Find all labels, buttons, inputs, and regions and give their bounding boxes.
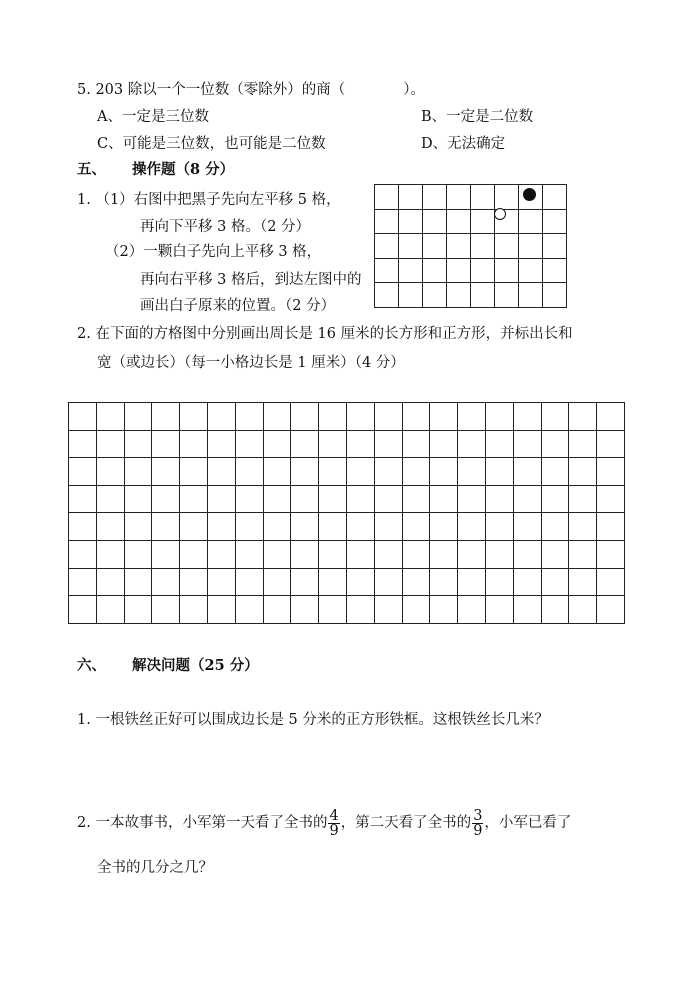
grid-cell: [513, 513, 541, 541]
fraction-four-ninths: [328, 809, 339, 838]
grid-cell: [152, 485, 180, 513]
grid-cell: [513, 458, 541, 486]
grid-cell: [180, 458, 208, 486]
grid-cell: [96, 458, 124, 486]
grid-cell: [485, 458, 513, 486]
grid-cell: [447, 209, 471, 234]
grid-cell: [291, 540, 319, 568]
grid-cell: [543, 234, 567, 259]
grid-cell: [180, 568, 208, 596]
q5-option-b: B、一定是二位数: [421, 109, 534, 125]
grid-cell: [319, 596, 347, 624]
grid-cell: [291, 458, 319, 486]
grid-cell: [399, 258, 423, 283]
grid-cell: [207, 540, 235, 568]
grid-cell: [374, 540, 402, 568]
grid-cell: [207, 485, 235, 513]
grid-row: [69, 403, 625, 431]
grid-cell: [152, 430, 180, 458]
grid-cell: [430, 596, 458, 624]
fraction2-denominator: 9: [473, 822, 483, 839]
grid-cell: [235, 403, 263, 431]
grid-cell: [346, 485, 374, 513]
small-grid: [374, 184, 567, 308]
grid-cell: [430, 403, 458, 431]
grid-cell: [207, 568, 235, 596]
grid-cell: [124, 540, 152, 568]
grid-cell: [180, 596, 208, 624]
grid-cell: [291, 485, 319, 513]
grid-cell: [263, 540, 291, 568]
q5-option-c: C、可能是三位数，也可能是二位数: [97, 136, 326, 152]
grid-cell: [346, 513, 374, 541]
grid-row: [69, 596, 625, 624]
s5-q1-line5: 画出白子原来的位置。（2 分）: [140, 298, 336, 314]
grid-cell: [263, 596, 291, 624]
grid-cell: [319, 513, 347, 541]
grid-cell: [207, 513, 235, 541]
grid-cell: [597, 540, 625, 568]
grid-cell: [485, 540, 513, 568]
grid-cell: [519, 209, 543, 234]
grid-cell: [541, 596, 569, 624]
grid-cell: [471, 209, 495, 234]
s5-q2-line1: 2. 在下面的方格图中分别画出周长是 16 厘米的长方形和正方形，并标出长和: [77, 326, 573, 342]
grid-cell: [291, 568, 319, 596]
grid-cell: [597, 430, 625, 458]
grid-cell: [124, 458, 152, 486]
q5-stem: 5. 203 除以一个一位数（零除外）的商（ ）。: [77, 82, 425, 98]
section5-title: 操作题（8 分）: [132, 161, 235, 178]
fraction1-denominator: 9: [329, 822, 339, 839]
grid-cell: [430, 540, 458, 568]
grid-cell: [430, 513, 458, 541]
grid-cell: [152, 568, 180, 596]
grid-cell: [423, 234, 447, 259]
grid-cell: [96, 596, 124, 624]
grid-cell: [569, 596, 597, 624]
grid-cell: [96, 403, 124, 431]
fraction-three-ninths: [472, 809, 483, 838]
grid-cell: [513, 485, 541, 513]
grid-row: [375, 258, 567, 283]
grid-cell: [402, 568, 430, 596]
grid-cell: [375, 258, 399, 283]
grid-cell: [96, 430, 124, 458]
q5-option-a: A、一定是三位数: [97, 109, 209, 125]
grid-cell: [235, 430, 263, 458]
grid-cell: [235, 485, 263, 513]
grid-cell: [402, 513, 430, 541]
fraction2-numerator: 3: [473, 807, 483, 824]
grid-cell: [485, 485, 513, 513]
grid-cell: [346, 403, 374, 431]
grid-cell: [495, 209, 519, 234]
grid-cell: [152, 513, 180, 541]
grid-cell: [399, 209, 423, 234]
grid-cell: [541, 485, 569, 513]
grid-cell: [402, 430, 430, 458]
grid-cell: [69, 403, 97, 431]
grid-cell: [375, 234, 399, 259]
grid-cell: [495, 185, 519, 210]
grid-cell: [319, 568, 347, 596]
grid-cell: [447, 258, 471, 283]
grid-cell: [543, 209, 567, 234]
grid-cell: [471, 185, 495, 210]
grid-cell: [458, 485, 486, 513]
grid-cell: [399, 283, 423, 308]
grid-cell: [180, 485, 208, 513]
grid-cell: [597, 596, 625, 624]
grid-cell: [263, 485, 291, 513]
grid-cell: [124, 485, 152, 513]
grid-cell: [235, 596, 263, 624]
grid-cell: [124, 568, 152, 596]
grid-cell: [152, 540, 180, 568]
section6-title: 解决问题（25 分）: [132, 657, 259, 674]
grid-cell: [346, 568, 374, 596]
grid-cell: [124, 596, 152, 624]
grid-cell: [471, 234, 495, 259]
grid-cell: [495, 258, 519, 283]
grid-cell: [541, 513, 569, 541]
grid-cell: [374, 403, 402, 431]
grid-cell: [430, 430, 458, 458]
grid-row: [69, 568, 625, 596]
big-grid: [68, 402, 625, 624]
grid-cell: [346, 596, 374, 624]
grid-cell: [319, 403, 347, 431]
grid-cell: [152, 596, 180, 624]
grid-cell: [541, 403, 569, 431]
grid-cell: [402, 403, 430, 431]
grid-cell: [430, 485, 458, 513]
grid-cell: [495, 234, 519, 259]
grid-cell: [346, 430, 374, 458]
s5-q2-line2: 宽（或边长）（每一小格边长是 1 厘米）（4 分）: [97, 355, 405, 371]
grid-cell: [69, 596, 97, 624]
grid-cell: [69, 568, 97, 596]
grid-row: [69, 513, 625, 541]
grid-cell: [152, 403, 180, 431]
grid-cell: [207, 430, 235, 458]
grid-cell: [399, 234, 423, 259]
q5-option-d: D、无法确定: [421, 136, 506, 152]
grid-cell: [423, 185, 447, 210]
grid-cell: [291, 596, 319, 624]
grid-cell: [69, 458, 97, 486]
grid-cell: [458, 568, 486, 596]
grid-cell: [374, 568, 402, 596]
grid-cell: [96, 485, 124, 513]
grid-cell: [430, 458, 458, 486]
grid-cell: [96, 568, 124, 596]
grid-cell: [423, 258, 447, 283]
grid-cell: [543, 185, 567, 210]
grid-cell: [263, 430, 291, 458]
grid-cell: [346, 540, 374, 568]
section5-number: 五、: [77, 161, 106, 178]
grid-cell: [235, 540, 263, 568]
grid-cell: [374, 430, 402, 458]
grid-cell: [447, 234, 471, 259]
grid-cell: [374, 513, 402, 541]
grid-cell: [235, 458, 263, 486]
grid-cell: [69, 430, 97, 458]
grid-cell: [319, 540, 347, 568]
grid-cell: [69, 485, 97, 513]
grid-cell: [597, 485, 625, 513]
s5-q1-line4: 再向右平移 3 格后，到达左图中的: [140, 272, 362, 288]
grid-cell: [513, 596, 541, 624]
grid-cell: [543, 258, 567, 283]
grid-cell: [458, 458, 486, 486]
grid-cell: [513, 568, 541, 596]
grid-cell: [458, 403, 486, 431]
grid-cell: [485, 568, 513, 596]
s6-q2-part1: 2. 一本故事书，小军第一天看了全书的: [77, 815, 328, 831]
grid-cell: [458, 540, 486, 568]
grid-cell: [346, 458, 374, 486]
grid-cell: [485, 430, 513, 458]
grid-cell: [485, 596, 513, 624]
fraction1-numerator: 4: [329, 807, 339, 824]
grid-cell: [402, 540, 430, 568]
grid-cell: [471, 258, 495, 283]
grid-cell: [263, 568, 291, 596]
grid-cell: [471, 283, 495, 308]
grid-cell: [319, 430, 347, 458]
s6-q1: 1. 一根铁丝正好可以围成边长是 5 分米的正方形铁框。这根铁丝长几米？: [77, 712, 549, 728]
grid-cell: [513, 403, 541, 431]
grid-cell: [485, 513, 513, 541]
grid-cell: [541, 458, 569, 486]
s5-q1-line2: 再向下平移 3 格。（2 分）: [140, 219, 311, 235]
grid-cell: [569, 430, 597, 458]
grid-cell: [180, 430, 208, 458]
grid-cell: [235, 513, 263, 541]
grid-cell: [319, 458, 347, 486]
grid-row: [375, 185, 567, 210]
grid-cell: [569, 485, 597, 513]
grid-cell: [402, 596, 430, 624]
grid-cell: [447, 185, 471, 210]
grid-cell: [180, 540, 208, 568]
s5-q1-line3: （2）一颗白子先向上平移 3 格，: [105, 244, 322, 260]
grid-row: [375, 209, 567, 234]
grid-cell: [207, 458, 235, 486]
s6-q2-line2: 全书的几分之几？: [97, 860, 213, 876]
grid-cell: [541, 540, 569, 568]
grid-cell: [96, 540, 124, 568]
grid-cell: [207, 596, 235, 624]
grid-cell: [124, 513, 152, 541]
grid-row: [69, 485, 625, 513]
grid-row: [69, 540, 625, 568]
grid-cell: [569, 403, 597, 431]
grid-cell: [69, 540, 97, 568]
grid-cell: [69, 513, 97, 541]
grid-cell: [597, 513, 625, 541]
grid-cell: [263, 458, 291, 486]
grid-cell: [569, 568, 597, 596]
grid-cell: [423, 283, 447, 308]
grid-cell: [374, 458, 402, 486]
grid-cell: [374, 596, 402, 624]
grid-cell: [485, 403, 513, 431]
grid-cell: [263, 403, 291, 431]
grid-cell: [597, 568, 625, 596]
grid-cell: [319, 485, 347, 513]
s5-q1-line1: 1. （1）右图中把黑子先向左平移 5 格，: [77, 192, 341, 208]
grid-cell: [513, 540, 541, 568]
grid-cell: [374, 485, 402, 513]
grid-cell: [423, 209, 447, 234]
grid-cell: [124, 403, 152, 431]
grid-row: [69, 430, 625, 458]
grid-cell: [263, 513, 291, 541]
black-stone: [523, 188, 536, 201]
grid-cell: [597, 458, 625, 486]
grid-cell: [513, 430, 541, 458]
grid-cell: [569, 540, 597, 568]
s6-q2-part3: ，小军已看了: [484, 815, 572, 831]
grid-row: [375, 234, 567, 259]
grid-cell: [96, 513, 124, 541]
white-stone: [494, 208, 506, 220]
grid-cell: [519, 234, 543, 259]
grid-cell: [291, 430, 319, 458]
grid-cell: [235, 568, 263, 596]
s6-q2-line1: [77, 806, 571, 840]
grid-cell: [207, 403, 235, 431]
grid-cell: [543, 283, 567, 308]
grid-cell: [375, 185, 399, 210]
grid-cell: [291, 513, 319, 541]
grid-cell: [458, 513, 486, 541]
grid-cell: [495, 283, 519, 308]
grid-row: [69, 458, 625, 486]
grid-cell: [519, 283, 543, 308]
grid-cell: [458, 430, 486, 458]
s6-q2-part2: ，第二天看了全书的: [340, 815, 472, 831]
grid-cell: [399, 185, 423, 210]
grid-cell: [458, 596, 486, 624]
grid-cell: [375, 209, 399, 234]
grid-cell: [541, 568, 569, 596]
section6-number: 六、: [77, 657, 106, 674]
grid-cell: [519, 258, 543, 283]
grid-cell: [569, 458, 597, 486]
grid-cell: [402, 458, 430, 486]
grid-cell: [519, 185, 543, 210]
grid-cell: [291, 403, 319, 431]
grid-cell: [152, 458, 180, 486]
grid-cell: [597, 403, 625, 431]
grid-cell: [375, 283, 399, 308]
grid-cell: [124, 430, 152, 458]
grid-cell: [430, 568, 458, 596]
grid-cell: [180, 403, 208, 431]
grid-row: [375, 283, 567, 308]
grid-cell: [447, 283, 471, 308]
grid-cell: [402, 485, 430, 513]
grid-cell: [541, 430, 569, 458]
grid-cell: [569, 513, 597, 541]
grid-cell: [180, 513, 208, 541]
